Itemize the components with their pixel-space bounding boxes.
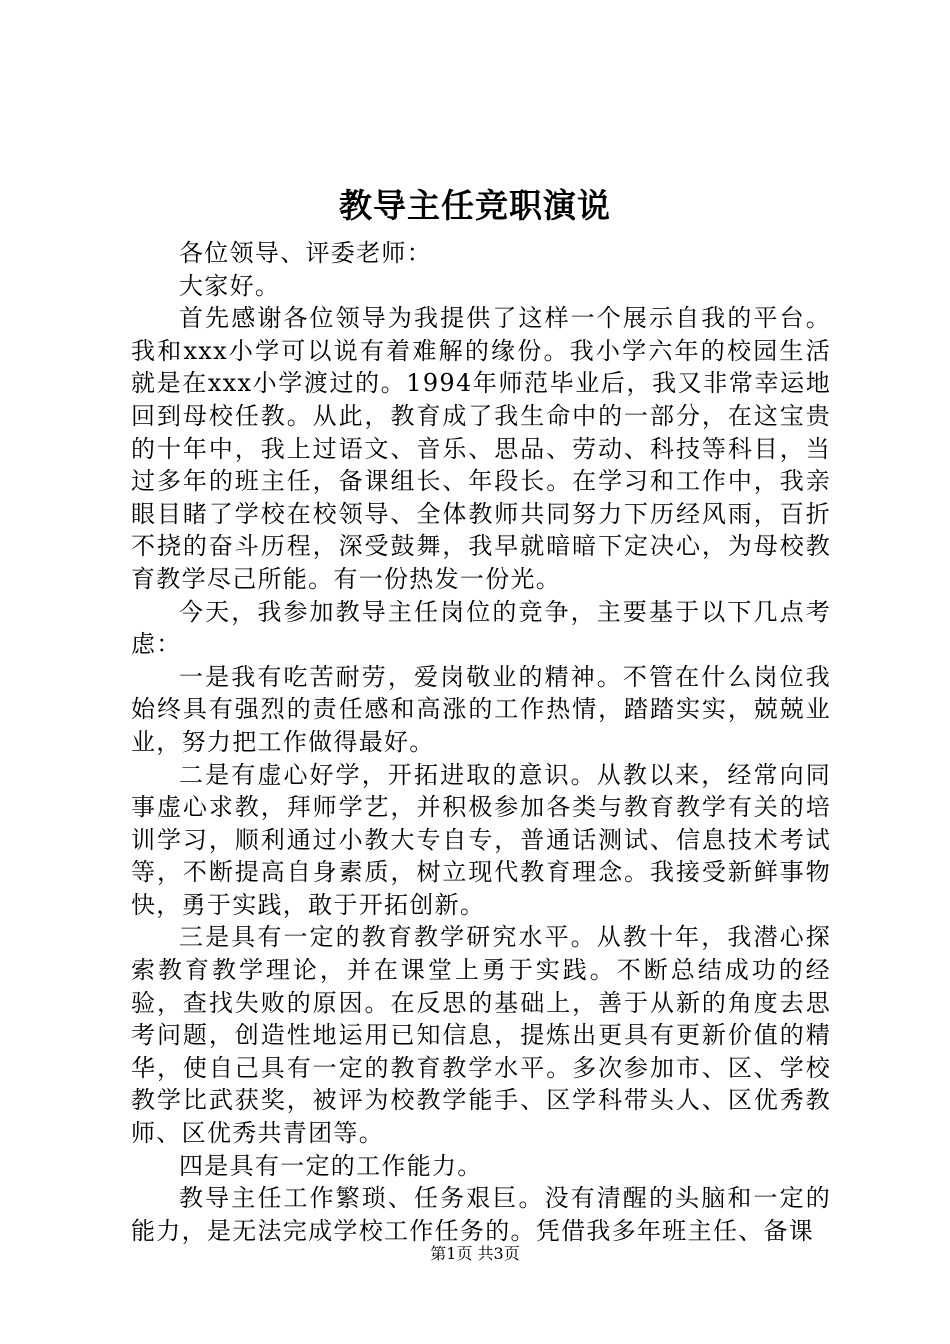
paragraph-reason-one: 一是我有吃苦耐劳，爱岗敬业的精神。不管在什么岗位我始终具有强烈的责任感和高涨的工作热情，踏踏实实，兢兢业业，努力把工作做得最好。: [131, 662, 831, 756]
paragraph-reason-four: 四是具有一定的工作能力。: [179, 1151, 483, 1180]
page-number-footer: 第1页 共3页: [430, 1244, 520, 1263]
paragraph-reason-three: 三是具有一定的教育教学研究水平。从教十年，我潜心探索教育教学理论，并在课堂上勇于实践。不断总结成功的经验，查找失败的原因。在反思的基础上，善于从新的角度去思考问题，创造性地运用已知信息，提炼出更具有更新价值的精华，使自己具有一定的教育教学水平。多次参加市、区、学校教学比武获奖，被评为校教学能手、区学科带头人、区优秀教师、区优秀共青团等。: [131, 923, 831, 1148]
paragraph-salutation: 各位领导、评委老师：: [179, 239, 432, 267]
paragraph-introduction: 首先感谢各位领导为我提供了这样一个展示自我的平台。我和xxx小学可以说有着难解的缘份。我小学六年的校园生活就是在xxx小学渡过的。1994年师范毕业后，我又非常幸运地回到母校任教。从此，教育成了我生命中的一部分，在这宝贵的十年中，我上过语文、音乐、思品、劳动、科技等科目，当过多年的班主任，备课组长、年段长。在学习和工作中，我亲眼目睹了学校在校领导、全体教师共同努力下历经风雨，百折不挠的奋斗历程，深受鼓舞，我早就暗暗下定决心，为母校教育教学尽己所能。有一份热发一份光。: [131, 304, 831, 593]
paragraph-greeting: 大家好。: [179, 271, 281, 300]
document-body: [131, 237, 831, 1247]
paragraph-work-ability: 教导主任工作繁琐、任务艰巨。没有清醒的头脑和一定的能力，是无法完成学校工作任务的。凭借我多年班主任、备课: [131, 1184, 831, 1245]
document-title: 教导主任竞职演说: [339, 186, 611, 225]
paragraph-reason-two: 二是有虚心好学，开拓进取的意识。从教以来，经常向同事虚心求教，拜师学艺，并积极参加各类与教育教学有关的培训学习，顺利通过小教大专自专，普通话测试、信息技术考试等，不断提高自身素质，树立现代教育理念。我接受新鲜事物快，勇于实践，敢于开拓创新。: [131, 760, 831, 919]
paragraph-reasons-intro: 今天，我参加教导主任岗位的竞争，主要基于以下几点考虑：: [131, 597, 831, 659]
